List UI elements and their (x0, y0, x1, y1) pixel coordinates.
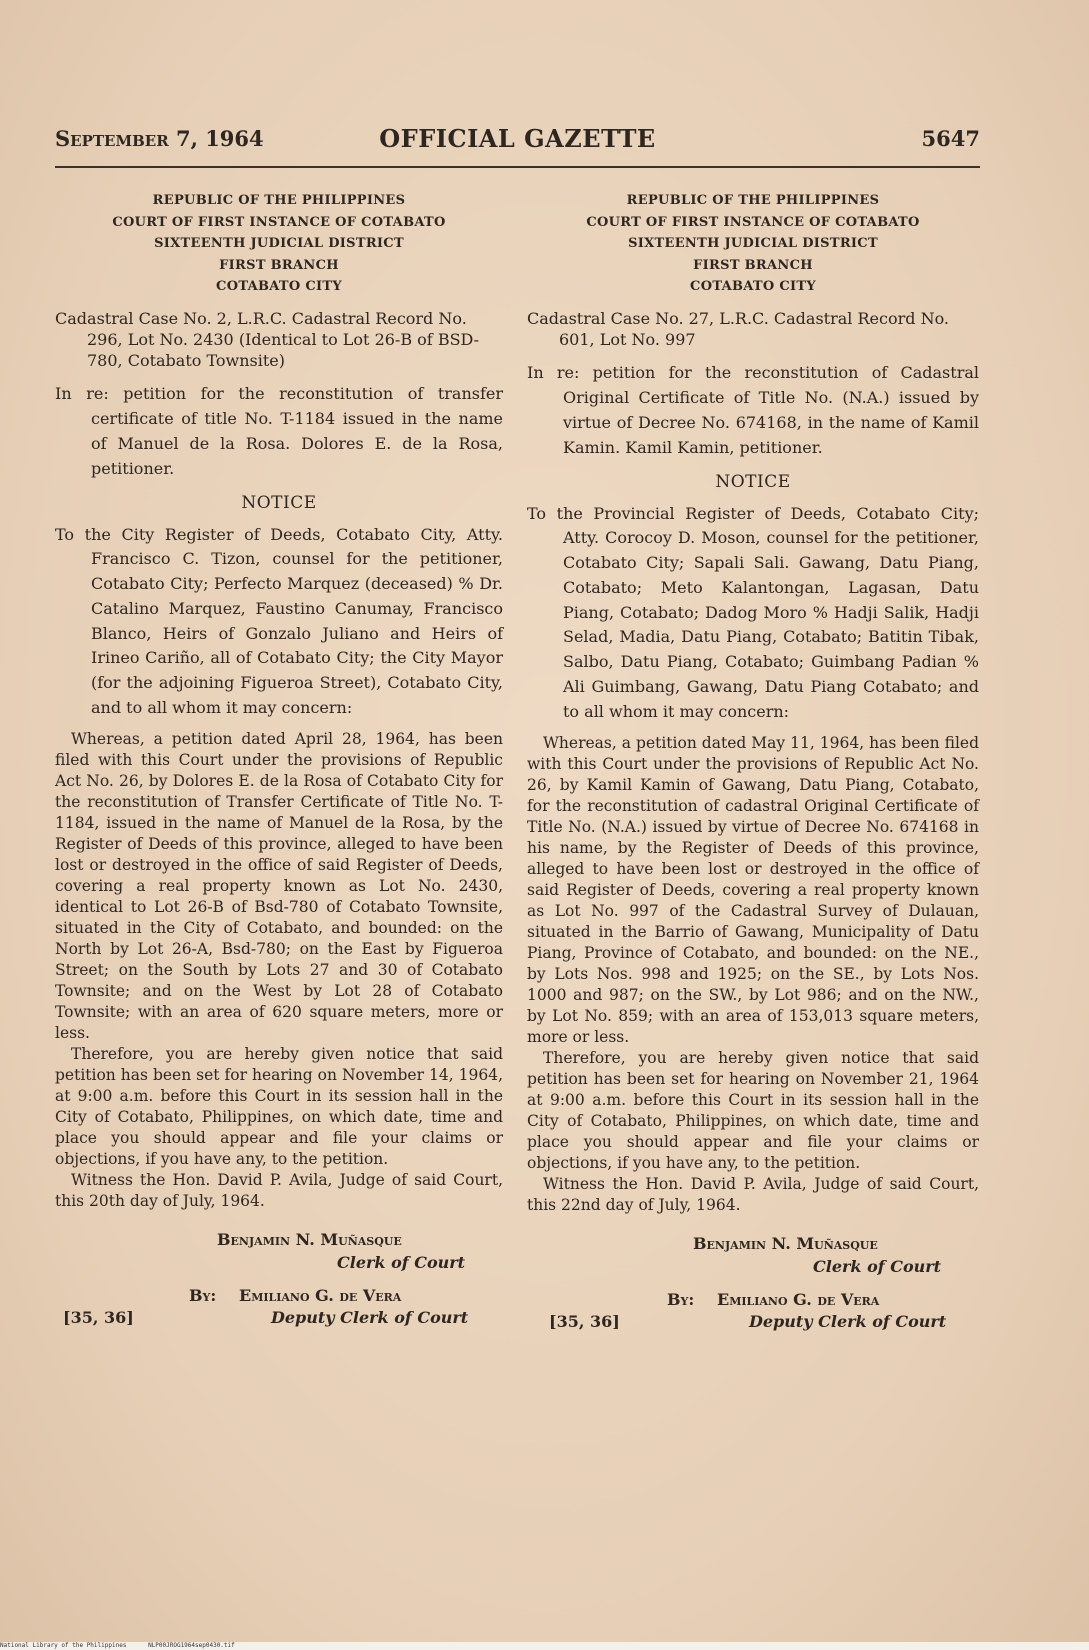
in-re: In re: petition for the reconstitution of Cadastral Original Certificate of Title No. (N.A.) issued by virtue of Decree No. 674168, in the name of Kamil Kamin. Kamil Kamin, petitioner. (527, 362, 979, 457)
scan-filename: NLP00JROG1964sep0430.tif (148, 1642, 235, 1649)
clerk-title: Clerk of Court (813, 1256, 942, 1276)
reference-number: [35, 36] (63, 1307, 134, 1327)
page-header (55, 126, 980, 160)
court-heading (527, 190, 979, 298)
notice-heading: NOTICE (241, 492, 317, 513)
witness-paragraph: Witness the Hon. David P. Avila, Judge of said Court, this 22nd day of July, 1964. (527, 1174, 979, 1214)
left-notice-column (55, 190, 503, 1332)
addressees: To the City Register of Deeds, Cotabato City, Atty. Francisco C. Tizon, counsel for the petitioner, Cotabato City; Perfecto Marquez (deceased) % Dr. Catalino Marquez, Faustino Canumay, Francisco Blanco, Heirs of Gonzalo Juliano and Heirs of Irineo Cariño, all of Cotabato City; the City Mayor (for the adjoining Figueroa Street), Cotabato City, and to all whom it may concern: (55, 524, 503, 718)
deputy-name: Emiliano G. de Vera (717, 1289, 880, 1309)
court-line: FIRST BRANCH (693, 257, 813, 273)
deputy-title: Deputy Clerk of Court (271, 1307, 469, 1327)
deputy-name: Emiliano G. de Vera (239, 1285, 402, 1305)
deputy-signature (527, 1288, 979, 1336)
deputy-title: Deputy Clerk of Court (749, 1311, 947, 1331)
court-line: SIXTEENTH JUDICIAL DISTRICT (628, 236, 878, 251)
clerk-signature (55, 1228, 503, 1274)
whereas-paragraph: Whereas, a petition dated April 28, 1964, has been filed with this Court under the provisions of Republic Act No. 26, by Dolores E. de la Rosa of Cotabato City for the reconstitution of Transfer Certificate of Title No. T-1184, issued in the name of Manuel de la Rosa, by the Register of Deeds of this province, alleged to have been lost or destroyed in the office of said Register of Deeds, covering a real property known as Lot No. 2430, identical to Lot 26-B of Bsd-780 of Cotabato Townsite, situated in the City of Cotabato, and bounded: on the North by Lot 26-A, Bsd-780; on the East by Figueroa Street; on the South by Lots 27 and 30 of Cotabato Townsite; and on the West by Lot 28 of Cotabato Townsite; with an area of 620 square meters, more or less. (55, 729, 503, 1042)
header-rule (55, 166, 980, 168)
court-line: FIRST BRANCH (219, 257, 339, 273)
whereas-paragraph: Whereas, a petition dated May 11, 1964, has been filed with this Court under the provisions of Republic Act No. 26, by Kamil Kamin of Gawang, Datu Piang, Cotabato, for the reconstitution of cadastral Original Certificate of Title No. (N.A.) issued by virtue of Decree No. 674168 in his name, by the Register of Deeds of this province, alleged to have been lost or destroyed in the office of said Register of Deeds, covering a real property known as Lot No. 997 of the Cadastral Survey of Dulauan, situated in the Barrio of Gawang, Municipality of Datu Piang, Province of Cotabato, and bounded: on the NE., by Lots Nos. 998 and 1925; on the SE., by Lots Nos. 1000 and 987; on the SW., by Lot 986; and on the NW., by Lot No. 859; with an area of 153,013 square meters, more or less. (527, 733, 979, 1046)
clerk-name: Benjamin N. Muñasque (693, 1233, 878, 1253)
therefore-paragraph: Therefore, you are hereby given notice that said petition has been set for hearing on November 21, 1964 at 9:00 a.m. before this Court in its session hall in the City of Cotabato, Philippines, on which date, time and place you should appear and file your claims or objections, if you have any, to the petition. (527, 1048, 979, 1172)
case-title: Cadastral Case No. 27, L.R.C. Cadastral Record No. 601, Lot No. 997 (527, 308, 949, 349)
court-line: REPUBLIC OF THE PHILIPPINES (626, 193, 880, 208)
court-heading (55, 190, 503, 298)
issue-date: September 7, 1964 (55, 126, 264, 151)
scan-footer-strip (0, 1642, 1089, 1650)
court-line: REPUBLIC OF THE PHILIPPINES (152, 193, 406, 208)
case-title: Cadastral Case No. 2, L.R.C. Cadastral Record No. 296, Lot No. 2430 (Identical to Lot 26-B of BSD-780, Cotabato Townsite) (55, 308, 480, 370)
right-notice-column (527, 190, 979, 1336)
clerk-title: Clerk of Court (337, 1252, 466, 1272)
notice-heading: NOTICE (715, 471, 791, 492)
publication-title: OFFICIAL GAZETTE (379, 124, 656, 153)
court-line: COTABATO CITY (690, 279, 816, 294)
deputy-signature (55, 1284, 503, 1332)
court-line: COURT OF FIRST INSTANCE OF COTABATO (112, 214, 446, 230)
witness-paragraph: Witness the Hon. David P. Avila, Judge of said Court, this 20th day of July, 1964. (55, 1170, 503, 1210)
clerk-signature (527, 1232, 979, 1278)
court-line: SIXTEENTH JUDICIAL DISTRICT (154, 236, 404, 251)
court-line: COURT OF FIRST INSTANCE OF COTABATO (586, 214, 920, 230)
page-number: 5647 (921, 126, 980, 151)
scan-source: National Library of the Philippines (0, 1642, 127, 1649)
in-re: In re: petition for the reconstitution of transfer certificate of title No. T-1184 issued in the name of Manuel de la Rosa. Dolores E. de la Rosa, petitioner. (55, 383, 503, 478)
addressees: To the Provincial Register of Deeds, Cotabato City; Atty. Corocoy D. Moson, counsel for the petitioner, Cotabato City; Sapali Sali. Gawang, Datu Piang, Cotabato; Meto Kalantongan, Lagasan, Datu Piang, Cotabato; Dadog Moro % Hadji Salik, Hadji Selad, Madia, Datu Piang, Cotabato; Batitin Tibak, Salbo, Datu Piang, Cotabato; Guimbang Padian % Ali Guimbang, Gawang, Datu Piang Cotabato; and to all whom it may concern: (527, 503, 979, 721)
clerk-name: Benjamin N. Muñasque (217, 1229, 402, 1249)
by-label: By: (189, 1285, 217, 1305)
by-label: By: (667, 1289, 695, 1309)
therefore-paragraph: Therefore, you are hereby given notice that said petition has been set for hearing on November 14, 1964, at 9:00 a.m. before this Court in its session hall in the City of Cotabato, Philippines, on which date, time and place you should appear and file your claims or objections, if you have any, to the petition. (55, 1044, 503, 1168)
reference-number: [35, 36] (549, 1311, 620, 1331)
court-line: COTABATO CITY (216, 279, 342, 294)
